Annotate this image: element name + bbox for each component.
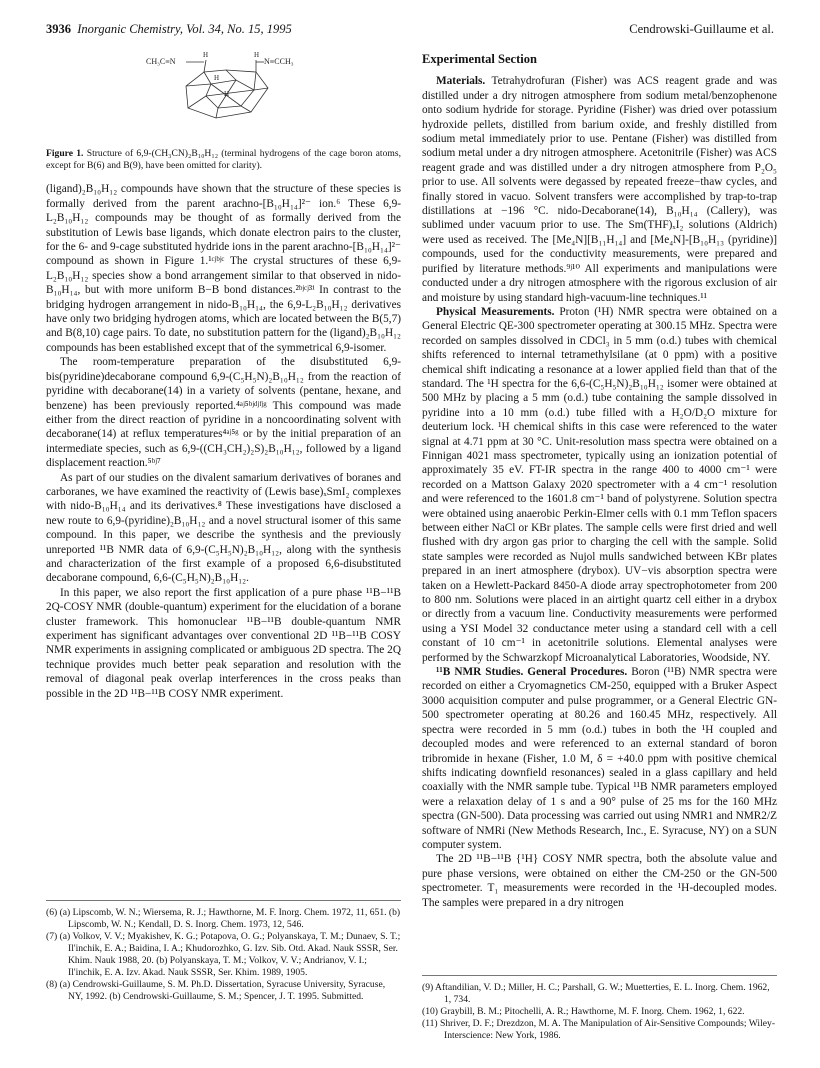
nmr-heading: ¹¹B NMR Studies. General Procedures. <box>436 666 628 679</box>
materials-text: Tetrahydrofuran (Fisher) was ACS reagent grade and was distilled under a dry nitrogen atmosphere from sodium metal/benzophenone onto sodium hydride for storage. Pyridine (Fisher) was dried over potassium hydroxide pellets, distilled from barium oxide, and freshly distilled from sodium metal immediately prior to use. Pentane (Fisher) was distilled from sodium metal under a dry nitrogen atmosphere. Acetonitrile (Fisher) was ACS reagent grade and was distilled under a dry nitrogen atmosphere from P₂O₅ prior to use. All solvents were degassed by repeated freeze−thaw cycles, and finally stored in vacuo. Solvent transfers were accomplished by trap-to-trap distillations at −196 °C. nido-Decaborane(14), B₁₀H₁₄ (Callery), was sublimed under vacuum prior to use. The Sm(THF)ₓI₂ solutions (Aldrich) were used as received. The [Me₄N][B₁₁H₁₄] and [Me₄N]-[B₁₀H₁₃ (pyridine)] compounds, used for the conductivity measurements, were prepared and purified by literature methods.⁹ʲ¹⁰ All experiments and manipulations were conducted under a dry nitrogen atmosphere with the rigorous exclusion of air and moisture by using standard high-vacuum-line techniques.¹¹ <box>422 75 777 304</box>
paragraph-room-temp-prep: The room-temperature preparation of the disubstituted 6,9-bis(pyridine)decaborane compound 6,9-(C₅H₅N)₂B₁₀H₁₂ from the reaction of pyridine with decaborane(14) in a variety of solvents (pentane, hexane, and benzene) has been previously reported.⁴ᵃʲ⁵ᵇʲᵈʲᶠʲᵍ This compound was made either from the direct reaction of pyridine in a noncoordinating solvent with decaborane(14) at reflux temperatures⁴ᵃʲ⁵ᵍ or by the initial preparation of an intermediate species, such as 6,9-((CH₃CH₂)₂S)₂B₁₀H₁₂, followed by a ligand displacement reaction.⁵ᵇʲ⁷ <box>46 356 401 470</box>
section-title: Experimental Section <box>422 52 537 66</box>
paragraph-2q-cosy: In this paper, we also report the first application of a pure phase ¹¹B−¹¹B 2Q-COSY NMR (double-quantum) experiment for the elucidation of a borane cluster framework. This homonuclear ¹¹B−¹¹B double-quantum NMR experiment has significant advantages over conventional 2D ¹¹B−¹¹B COSY NMR experiments in assigning complicated or ambiguous 2D spectra. The 2Q technique provides much better peak separation and resolution with the removal of diagonal peak overlap interferences in the cross peaks than possible in the 2D ¹¹B−¹¹B COSY NMR experiment. <box>46 586 401 700</box>
figure-caption-text: Structure of 6,9-(CH₃CN)₂B₁₀H₁₂ (terminal hydrogens of the cage boron atoms, except for B(6) and B(9), have been omitted for clarity). <box>46 148 401 172</box>
paragraph-materials <box>422 74 777 305</box>
molecule-structure-drawing <box>46 50 401 138</box>
figure-caption <box>46 148 401 172</box>
reference-9: (9) Aftandilian, V. D.; Miller, H. C.; Parshall, G. W.; Muetterties, E. L. Inorg. Chem. 1962, 1, 734. <box>422 982 770 1005</box>
reference-8: (8) (a) Cendrowski-Guillaume, S. M. Ph.D. Dissertation, Syracuse University, Syracuse, NY, 1992. (b) Cendrowski-Guillaume, S. M.; Spencer, J. T. 1995. Submitted. <box>46 979 386 1002</box>
journal-citation: Inorganic Chemistry, Vol. 34, No. 15, 1995 <box>77 22 292 36</box>
paragraph-physical-measurements <box>422 305 777 665</box>
running-header <box>46 22 774 40</box>
bridge-h-label-2: H <box>224 90 230 98</box>
header-left <box>46 22 292 37</box>
paragraph-2d-cosy: The 2D ¹¹B−¹¹B {¹H} COSY NMR spectra, both the absolute value and pure phase versions, were obtained on either the CM-250 or the GN-500 spectrometer. T₁ measurements were recorded in the ¹H-decoupled modes. The samples were prepared in a dry nitrogen <box>422 853 777 909</box>
bridge-h-label: H <box>214 74 220 82</box>
ncch3-label: N≡CCH₃ <box>264 57 294 66</box>
h-label-left: H <box>203 51 209 59</box>
right-column <box>422 52 777 910</box>
paragraph-intro-continued: (ligand)₂B₁₀H₁₂ compounds have shown that the structure of these species is formally derived from the parent arachno-[B₁₀H₁₄]²⁻ ion.⁶ These 6,9-L₂B₁₀H₁₂ compounds may be thought of as formally derived from the substitution of Lewis base ligands, which donate electron pairs to the cluster, for the 6- and 9-cage substituted hydride ions in the parent arachno-[B₁₀H₁₄]²⁻ compound as shown in Figure 1.¹ᶜʲᵇʲᶜ The crystal structures of these 6,9-L₂B₁₀H₁₂ species show a bond arrangement similar to that observed in nido-B₁₀H₁₄, but with more uniform B−B bond distances.²ᵇʲᶜʲ³ⁱ In contrast to the bridging hydrogen arrangement in nido-B₁₀H₁₄, the 6,9-L₂B₁₀H₁₂ derivatives have only two bridging hydrogen atoms, which are located between the B(5,7) and B(8,10) cage pairs. To date, no substitution pattern for the (ligand)₂B₁₀H₁₂ compounds has been established except that of the symmetrical 6,9-isomer. <box>46 183 401 354</box>
page-number: 3936 <box>46 22 71 36</box>
left-column <box>46 50 401 701</box>
reference-6: (6) (a) Lipscomb, W. N.; Wiersema, R. J.; Hawthorne, M. F. Inorg. Chem. 1972, 11, 651. (b) Lipscomb, W. N.; Kendall, D. S. Inorg. Chem. 1973, 12, 546. <box>46 907 401 930</box>
physical-heading: Physical Measurements. <box>436 305 555 318</box>
nmr-text: Boron (¹¹B) NMR spectra were recorded on either a Cryomagnetics CM-250, equipped with a Bruker Aspect 3000 acquisition computer and pulse programmer, or a General Electric GN-500 spectrometer operating at 80.26 and 160.45 MHz, respectively. All spectra were recorded in 5 mm (o.d.) tubes in both the ¹H coupled and decoupled modes and were referenced to an external standard of boron tribromide in hexane (Fisher, 1.0 M, δ = +40.0 ppm with positive chemical shifts indicating downfield resonances) sealed in a glass capillary and held coaxially with the NMR sample tube. Typical ¹¹B NMR parameters employed were a relaxation delay of 1 s and a 90° pulse of 25 ms for the 160 MHz spectra (GN-500). Data processing was carried out using NMR1 and NMR2/Z software of NMRi (New Methods Research, Inc., E. Syracuse, NY) on a SUN computer system. <box>422 666 778 851</box>
reference-10: (10) Graybill, B. M.; Pitochelli, A. R.; Hawthorne, M. F. Inorg. Chem. 1962, 1, 622. <box>422 1006 745 1017</box>
footnotes-left <box>46 900 401 1003</box>
materials-heading: Materials. <box>436 75 486 88</box>
paragraph-samarium-studies: As part of our studies on the divalent samarium derivatives of boranes and carboranes, we have examined the reactivity of (Lewis base)ₓSmI₂ complexes with nido-B₁₀H₁₄ and its derivatives.⁸ These investigations have disclosed a new route to 6,9-(pyridine)₂B₁₀H₁₂ and a novel structural isomer of this same compound. In this paper, we describe the synthesis and the previously unreported ¹¹B NMR data of 6,9-(C₅H₅N)₂B₁₀H₁₂, along with the synthesis and characterization of the first example of a proposed 6,6-disubstituted decaborane compound, 6,6-(C₅H₅N)₂B₁₀H₁₂. <box>46 471 401 585</box>
footnotes-right <box>422 975 777 1042</box>
ch3cn-label: CH₃C≡N <box>146 57 176 66</box>
figure-caption-label: Figure 1. <box>46 148 84 159</box>
reference-7: (7) (a) Volkov, V. V.; Myakishev, K. G.; Potapova, O. G.; Polyanskaya, T. M.; Dunaev, S. T.; Il'inchik, E. A.; Baidina, I. A.; Khudorozhko, G. Izv. Sib. Otd. Akad. Nauk SSSR, Ser. Khim. Nauk 1988, 20. (b) Polyanskaya, T. M.; Volkov, V. V.; Andrianov, V. I.; Il'inchik, E. A. Izv. Akad. Nauk SSSR, Ser. Khim. 1989, 1905. <box>46 931 401 978</box>
physical-text: Proton (¹H) NMR spectra were obtained on a General Electric QE-300 spectrometer operating at 300.15 MHz. Spectra were recorded on samples dissolved in CDCl₃ in 5 mm (o.d.) tubes with chemical shifts referenced to internal tetramethylsilane (at 0 ppm) with a positive chemical shift indicating a resonance at a lower applied field than that of the standard. The ¹H spectra for the 6,6-(C₅H₅N)₂B₁₀H₁₂ isomer were obtained at 500 MHz by placing a 5 mm (o.d.) tube containing the sample dissolved in pyridine into a 10 mm (o.d.) tube filled with a H₂O/D₂O mixture for deuterium lock. ¹H chemical shifts in this case were referenced to the water signal at 4.71 ppm at 30 °C. Unit-resolution mass spectra were obtained on a Finnigan 4021 mass spectrometer, typically using an ionization potential of approximately 35 eV. FT-IR spectra in the range 400 to 4000 cm⁻¹ were recorded on a Mattson Galaxy 2020 spectrometer with a 4 cm⁻¹ resolution and were referenced to the 1601.8 cm⁻¹ band of polystyrene. Solution spectra were obtained using anaerobic Perkin-Elmer cells with 0.1 mm Teflon spacers between either NaCl or KBr plates. The sample cells were first dried and well flushed with dry argon gas prior to charging the cell with the sample. Solid state samples were recorded as Nujol mulls sandwiched between KBr plates prepared in an inert atmosphere (drybox). UV−vis absorption spectra were taken on a Hewlett-Packard 8450-A diode array spectrophotometer from 200 to 800 nm. Solutions were placed in an airtight quartz cell either in a drybox or directly from a vacuum line. Conductivity measurements were performed using a YSI Model 32 conductance meter using a standard cell with a cell constant of 10 cm⁻¹ in acetonitrile solutions. Elemental analyses were performed by the Schwarzkopf Microanalytical Laboratories, Woodside, NY. <box>422 305 778 664</box>
figure-1 <box>46 50 401 138</box>
author-running-head: Cendrowski-Guillaume et al. <box>629 22 774 36</box>
paragraph-nmr-studies <box>422 665 777 852</box>
reference-11: (11) Shriver, D. F.; Drezdzon, M. A. The Manipulation of Air-Sensitive Compounds; Wiley-Interscience: New York, 1986. <box>422 1018 776 1041</box>
cage-bonds <box>186 60 268 118</box>
h-label-right: H <box>254 51 260 59</box>
